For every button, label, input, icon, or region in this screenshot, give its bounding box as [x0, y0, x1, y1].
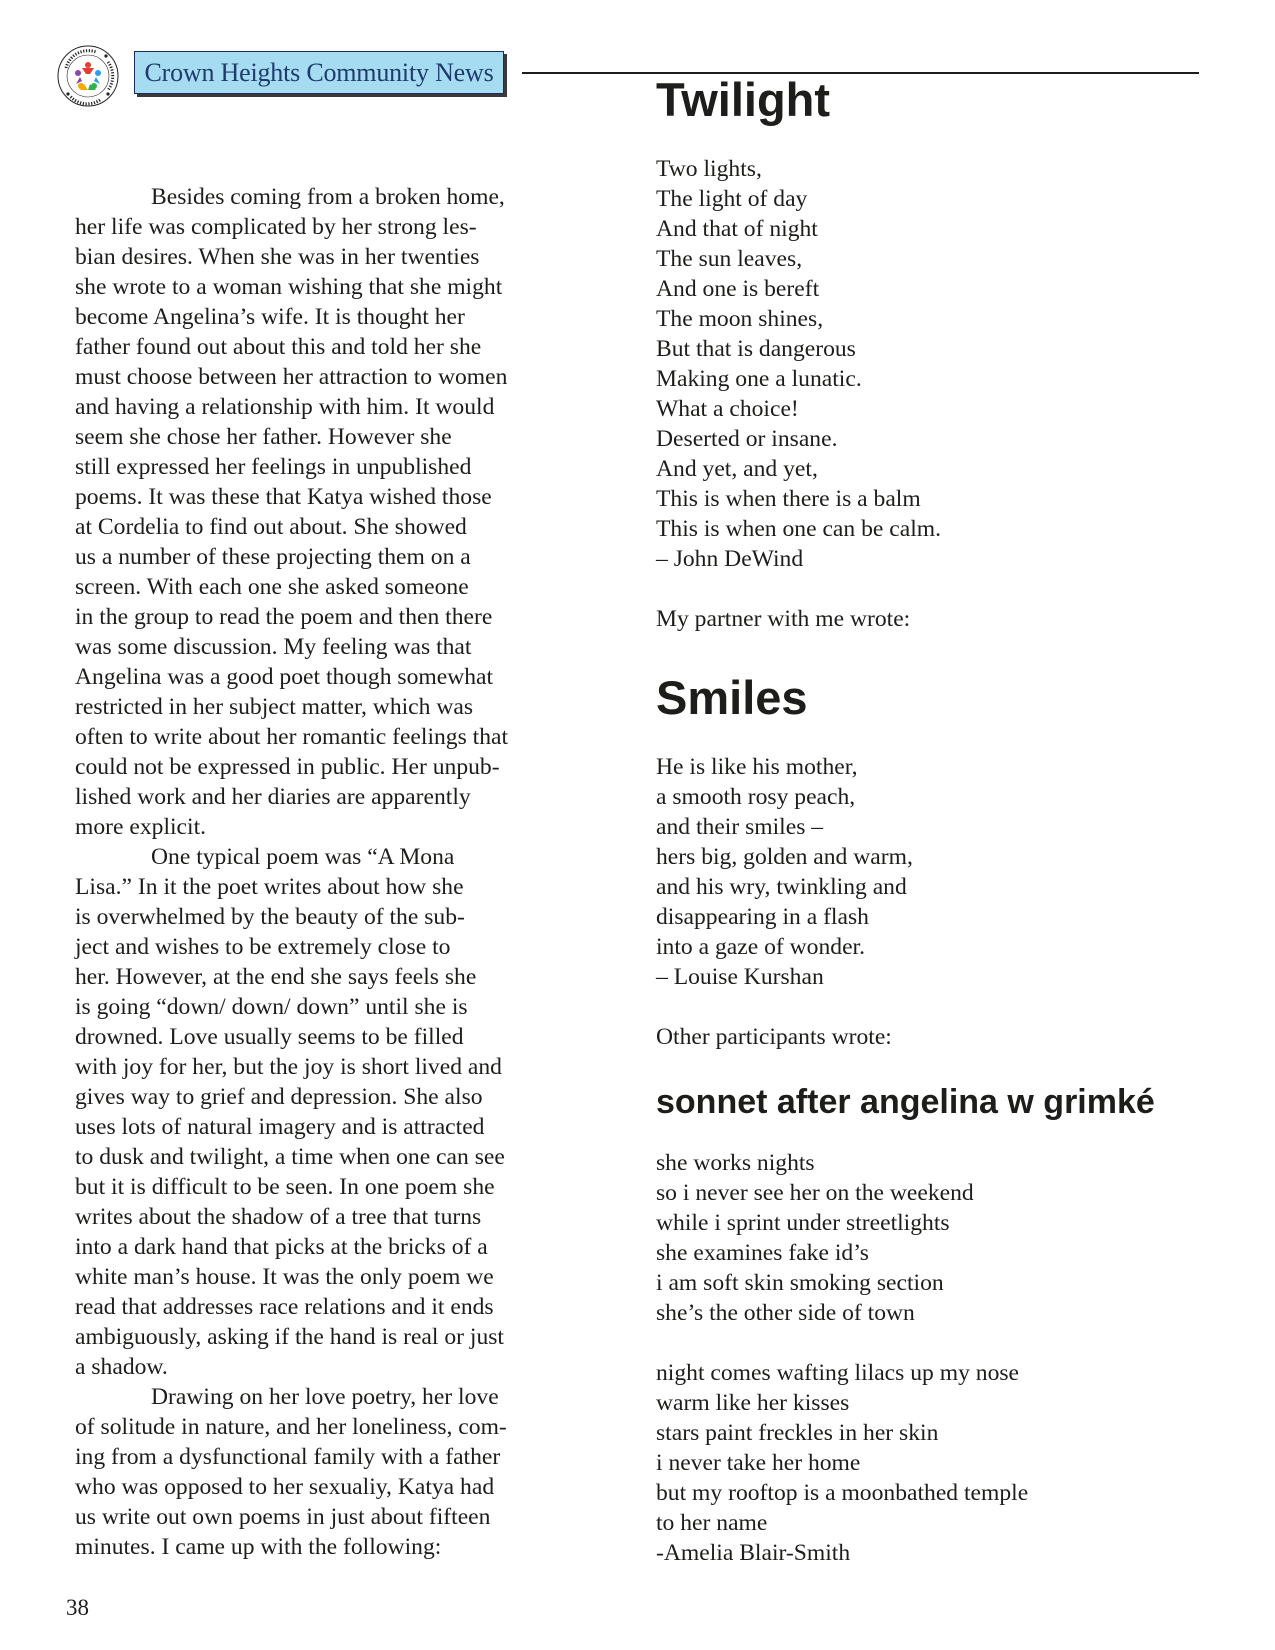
body-text-line: One typical poem was “A Mona — [151, 844, 455, 870]
poem-sonnet — [656, 1148, 1216, 1328]
body-text-line: Besides coming from a broken home, — [151, 184, 505, 210]
poem-attribution: – John DeWind — [656, 546, 804, 572]
body-text-line: restricted in her subject matter, which was — [75, 694, 474, 720]
poem-smiles — [656, 752, 1216, 992]
body-text-line: who was opposed to her sexualiy, Katya had — [75, 1474, 495, 1500]
body-text-line: bian desires. When she was in her twenties — [75, 244, 480, 270]
body-text-line: us a number of these projecting them on a — [75, 544, 471, 570]
body-text-line: is overwhelmed by the beauty of the sub- — [75, 904, 465, 930]
poem-line: i am soft skin smoking section — [656, 1270, 944, 1296]
masthead-banner — [134, 51, 504, 94]
article-body-column — [75, 182, 545, 1562]
body-text-line: uses lots of natural imagery and is attracted — [75, 1114, 485, 1140]
body-text-line: Drawing on her love poetry, her love — [151, 1384, 499, 1410]
body-text-line: to dusk and twilight, a time when one can see — [75, 1144, 505, 1170]
body-text-line: father found out about this and told her she — [75, 334, 482, 360]
body-text-line: white man’s house. It was the only poem we — [75, 1264, 494, 1290]
poem-line: The moon shines, — [656, 306, 824, 332]
poem-line: Deserted or insane. — [656, 426, 838, 452]
poem-line: while i sprint under streetlights — [656, 1210, 950, 1236]
poem-line: The sun leaves, — [656, 246, 803, 272]
poem-line: He is like his mother, — [656, 754, 858, 780]
body-text-line: a shadow. — [75, 1354, 168, 1380]
poem-line: but my rooftop is a moonbathed temple — [656, 1480, 1029, 1506]
poem-line: The light of day — [656, 186, 808, 212]
body-text-line: ing from a dysfunctional family with a father — [75, 1444, 501, 1470]
poem-line: warm like her kisses — [656, 1390, 850, 1416]
body-text-line: must choose between her attraction to women — [75, 364, 508, 390]
body-text-line: drowned. Love usually seems to be filled — [75, 1024, 464, 1050]
poems-column — [656, 72, 1216, 1568]
poem-line: This is when there is a balm — [656, 486, 921, 512]
body-text-line: but it is difficult to be seen. In one poem she — [75, 1174, 495, 1200]
poem-line: And yet, and yet, — [656, 456, 818, 482]
poem-line: Making one a lunatic. — [656, 366, 862, 392]
others-intro-text: Other participants wrote: — [656, 1024, 892, 1050]
poem-line: stars paint freckles in her skin — [656, 1420, 939, 1446]
poem-line: so i never see her on the weekend — [656, 1180, 974, 1206]
body-text-line: screen. With each one she asked someone — [75, 574, 469, 600]
body-text-line: could not be expressed in public. Her unpub- — [75, 754, 500, 780]
poem-twilight — [656, 154, 1216, 574]
poem-sonnet-stanza-2 — [656, 1358, 1216, 1568]
poem-line: to her name — [656, 1510, 768, 1536]
poem-line: And that of night — [656, 216, 818, 242]
body-text-line: seem she chose her father. However she — [75, 424, 452, 450]
body-text-line: us write out own poems in just about fifteen — [75, 1504, 491, 1530]
body-text-line: was some discussion. My feeling was that — [75, 634, 472, 660]
poem-line: into a gaze of wonder. — [656, 934, 865, 960]
page-number: 38 — [66, 1595, 89, 1620]
poem-line: What a choice! — [656, 396, 799, 422]
poem-line: she examines fake id’s — [656, 1240, 869, 1266]
body-text-line: ambiguously, asking if the hand is real or just — [75, 1324, 504, 1350]
body-text-line: with joy for her, but the joy is short lived and — [75, 1054, 502, 1080]
body-text-line: gives way to grief and depression. She also — [75, 1084, 483, 1110]
partner-intro-text: My partner with me wrote: — [656, 606, 911, 632]
body-text-line: more explicit. — [75, 814, 207, 840]
body-text-line: still expressed her feelings in unpublished — [75, 454, 472, 480]
body-text-line: she wrote to a woman wishing that she might — [75, 274, 503, 300]
poem-line: Two lights, — [656, 156, 762, 182]
body-text-line: read that addresses race relations and it ends — [75, 1294, 494, 1320]
organization-logo — [56, 44, 120, 108]
poem-line: and their smiles – — [656, 814, 824, 840]
body-text-line: poems. It was these that Katya wished those — [75, 484, 492, 510]
body-text-line: into a dark hand that picks at the bricks of a — [75, 1234, 488, 1260]
body-text-line: minutes. I came up with the following: — [75, 1534, 442, 1560]
poem-line: a smooth rosy peach, — [656, 784, 856, 810]
body-text-line: often to write about her romantic feelings that — [75, 724, 509, 750]
body-text-line: writes about the shadow of a tree that turns — [75, 1204, 482, 1230]
poem-attribution: – Louise Kurshan — [656, 964, 824, 990]
poem-line: But that is dangerous — [656, 336, 856, 362]
poem-line: And one is bereft — [656, 276, 820, 302]
poem-line: and his wry, twinkling and — [656, 874, 907, 900]
body-text-line: Lisa.” In it the poet writes about how she — [75, 874, 464, 900]
body-text-line: and having a relationship with him. It would — [75, 394, 495, 420]
poem-line: she’s the other side of town — [656, 1300, 915, 1326]
body-text-line: Angelina was a good poet though somewhat — [75, 664, 494, 690]
body-text-line: her. However, at the end she says feels she — [75, 964, 477, 990]
poem-line: This is when one can be calm. — [656, 516, 942, 542]
poem-title-sonnet: sonnet after angelina w grimké — [656, 1083, 1155, 1121]
body-text-line: her life was complicated by her strong les- — [75, 214, 477, 240]
poem-line: hers big, golden and warm, — [656, 844, 913, 870]
body-text-line: become Angelina’s wife. It is thought her — [75, 304, 465, 330]
body-text-line: at Cordelia to find out about. She showed — [75, 514, 467, 540]
poem-title-smiles: Smiles — [656, 671, 808, 724]
body-text-line: of solitude in nature, and her loneliness, com- — [75, 1414, 507, 1440]
poem-line: i never take her home — [656, 1450, 861, 1476]
poem-attribution: -Amelia Blair-Smith — [656, 1540, 851, 1566]
body-text-line: is going “down/ down/ down” until she is — [75, 994, 468, 1020]
poem-line: she works nights — [656, 1150, 815, 1176]
masthead-title: Crown Heights Community News — [144, 57, 494, 87]
poem-line: night comes wafting lilacs up my nose — [656, 1360, 1020, 1386]
poem-line: disappearing in a flash — [656, 904, 869, 930]
body-text-line: in the group to read the poem and then there — [75, 604, 493, 630]
body-text-line: ject and wishes to be extremely close to — [75, 934, 451, 960]
poem-title-twilight: Twilight — [656, 73, 831, 126]
body-text-line: lished work and her diaries are apparently — [75, 784, 471, 810]
